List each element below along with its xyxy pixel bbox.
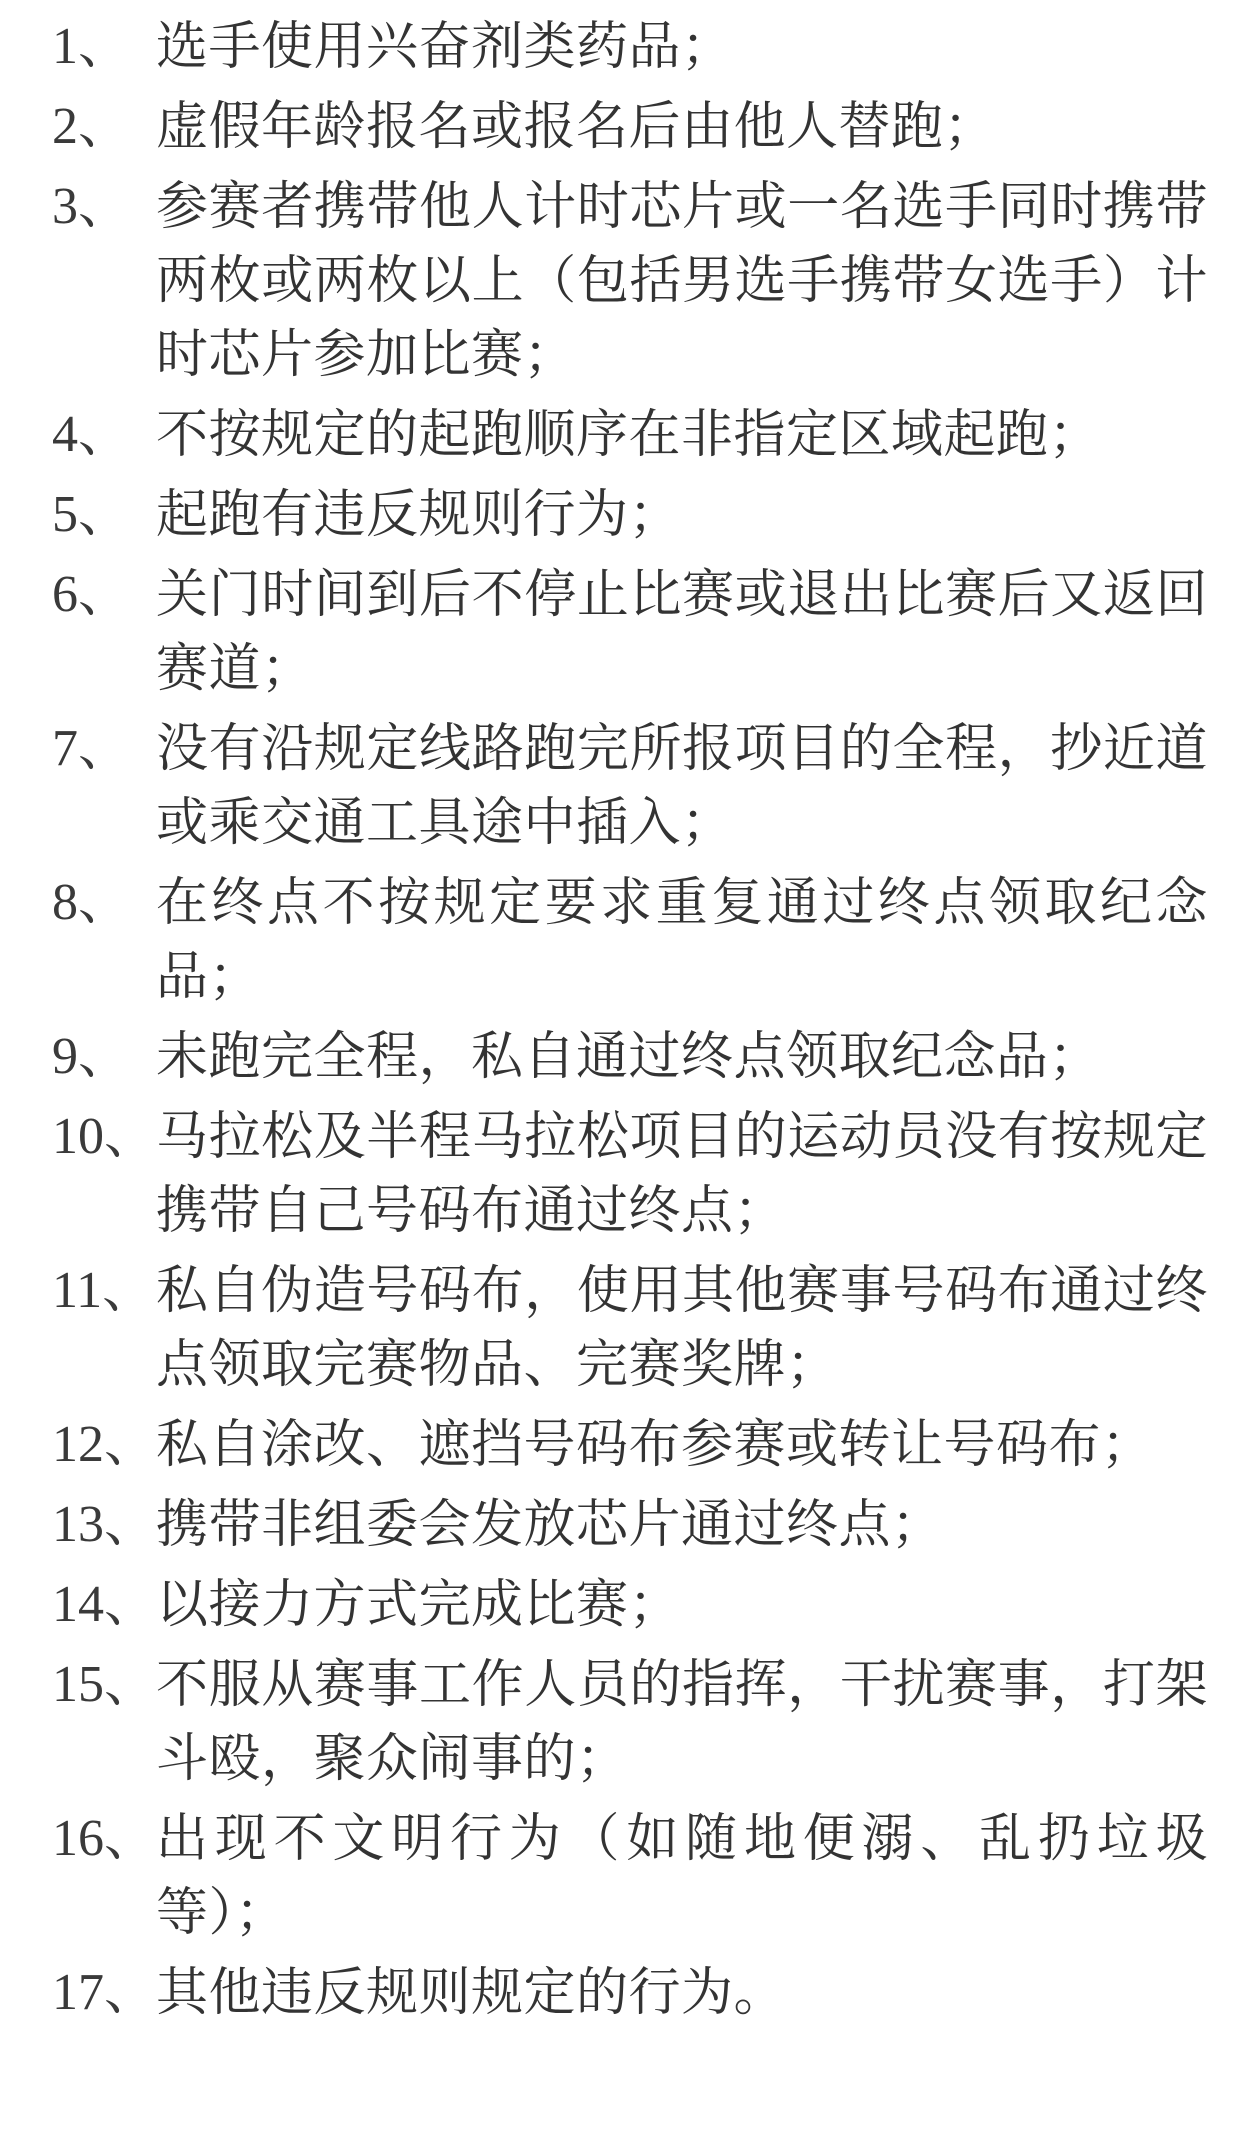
list-item-number: 2、 xyxy=(52,98,131,155)
list-item-text: 不按规定的起跑顺序在非指定区域起跑； xyxy=(156,405,1102,465)
list-item-text: 私自涂改、遮挡号码布参赛或转让号码布； xyxy=(156,1415,1154,1475)
list-item xyxy=(52,1648,1208,1796)
list-item-number: 5、 xyxy=(52,486,131,543)
list-item-number: 10、 xyxy=(52,1108,157,1165)
list-item-text: 马拉松及半程马拉松项目的运动员没有按规定携带自己号码布通过终点； xyxy=(156,1107,1208,1241)
list-item-number: 17、 xyxy=(52,1964,157,2021)
list-item-number: 1、 xyxy=(52,18,131,75)
list-item-number: 9、 xyxy=(52,1028,131,1085)
list-item-number: 6、 xyxy=(52,566,131,623)
list-item-number: 7、 xyxy=(52,720,131,777)
list-item xyxy=(52,712,1208,860)
list-item-text: 不服从赛事工作人员的指挥，干扰赛事，打架斗殴，聚众闹事的； xyxy=(156,1655,1208,1789)
list-item-text: 虚假年龄报名或报名后由他人替跑； xyxy=(156,97,997,157)
list-item-number: 12、 xyxy=(52,1416,157,1473)
list-item xyxy=(52,1488,1208,1562)
list-item xyxy=(52,1020,1208,1094)
list-item-text: 没有沿规定线路跑完所报项目的全程，抄近道或乘交通工具途中插入； xyxy=(156,719,1208,853)
list-item xyxy=(52,1956,1208,2030)
list-item xyxy=(52,558,1208,706)
list-item-text: 以接力方式完成比赛； xyxy=(156,1575,682,1635)
list-item-number: 15、 xyxy=(52,1656,157,1713)
list-item-text: 参赛者携带他人计时芯片或一名选手同时携带两枚或两枚以上（包括男选手携带女选手）计时芯片参加比赛； xyxy=(156,177,1208,385)
list-item-text: 选手使用兴奋剂类药品； xyxy=(156,17,734,77)
rules-list xyxy=(52,10,1208,2030)
list-item-text: 未跑完全程，私自通过终点领取纪念品； xyxy=(156,1027,1102,1087)
list-item-number: 3、 xyxy=(52,178,131,235)
list-item xyxy=(52,866,1208,1014)
list-item-number: 16、 xyxy=(52,1810,157,1867)
list-item xyxy=(52,478,1208,552)
list-item-text: 在终点不按规定要求重复通过终点领取纪念品； xyxy=(156,873,1208,1007)
list-item xyxy=(52,1408,1208,1482)
list-item xyxy=(52,1100,1208,1248)
list-item xyxy=(52,1802,1208,1950)
list-item xyxy=(52,90,1208,164)
list-item-text: 出现不文明行为（如随地便溺、乱扔垃圾等）； xyxy=(156,1809,1208,1943)
list-item-number: 14、 xyxy=(52,1576,157,1633)
list-item xyxy=(52,1568,1208,1642)
list-item xyxy=(52,1254,1208,1402)
list-item-text: 其他违反规则规定的行为。 xyxy=(156,1963,787,2023)
list-item-number: 11、 xyxy=(52,1262,155,1319)
list-item xyxy=(52,398,1208,472)
list-item-number: 4、 xyxy=(52,406,131,463)
list-item-text: 携带非组委会发放芯片通过终点； xyxy=(156,1495,944,1555)
list-item xyxy=(52,10,1208,84)
list-item xyxy=(52,170,1208,392)
list-item-text: 关门时间到后不停止比赛或退出比赛后又返回赛道； xyxy=(156,565,1208,699)
list-item-text: 私自伪造号码布，使用其他赛事号码布通过终点领取完赛物品、完赛奖牌； xyxy=(156,1261,1208,1395)
list-item-number: 8、 xyxy=(52,874,131,931)
list-item-number: 13、 xyxy=(52,1496,157,1553)
list-item-text: 起跑有违反规则行为； xyxy=(156,485,682,545)
